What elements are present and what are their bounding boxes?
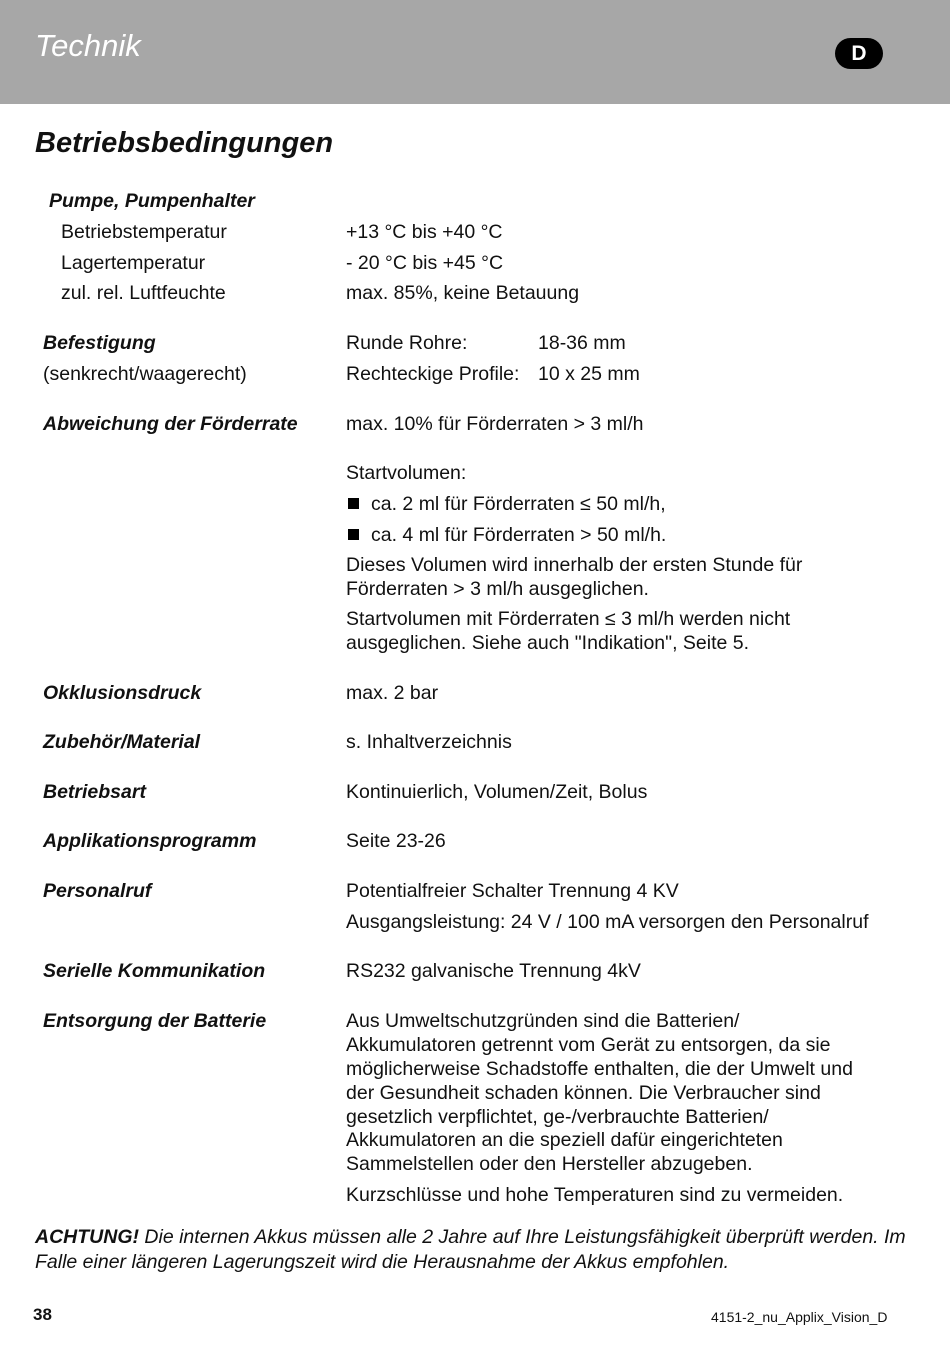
value-betriebsart: Kontinuierlich, Volumen/Zeit, Bolus: [346, 781, 648, 803]
key-runde-rohre: Runde Rohre:: [346, 332, 468, 354]
entsorgung-line: Sammelstellen oder den Hersteller abzugeben.: [346, 1153, 753, 1175]
label-serielle-kommunikation: Serielle Kommunikation: [43, 960, 266, 982]
value-applikationsprogramm: Seite 23-26: [346, 830, 446, 852]
page-header: [0, 0, 950, 104]
value-serielle-kommunikation: RS232 galvanische Trennung 4kV: [346, 960, 641, 982]
startvolumen-label: Startvolumen:: [346, 462, 467, 484]
entsorgung-line: Akkumulatoren getrennt vom Gerät zu entsorgen, da sie: [346, 1034, 831, 1056]
square-bullet-icon: [348, 529, 359, 540]
value-lagertemperatur: - 20 °C bis +45 °C: [346, 252, 504, 274]
page-number: 38: [33, 1305, 52, 1324]
label-zubehoer: Zubehör/Material: [43, 731, 201, 753]
bullet-text: ca. 2 ml für Förderraten ≤ 50 ml/h,: [371, 493, 666, 515]
note-nicht-ausgeglichen-line-1: Startvolumen mit Förderraten ≤ 3 ml/h werden nicht: [346, 608, 791, 630]
value-personalruf-1: Potentialfreier Schalter Trennung 4 KV: [346, 880, 679, 902]
key-rechteckige-profile: Rechteckige Profile:: [346, 363, 520, 385]
value-luftfeuchte: max. 85%, keine Betauung: [346, 282, 580, 304]
entsorgung-note: Kurzschlüsse und hohe Temperaturen sind zu vermeiden.: [346, 1184, 844, 1206]
square-bullet-icon: [348, 498, 359, 509]
note-ausgleich-line-2: Förderraten > 3 ml/h ausgeglichen.: [346, 578, 649, 600]
label-okklusionsdruck: Okklusionsdruck: [43, 682, 202, 704]
header-title: Technik: [35, 28, 141, 63]
note-nicht-ausgeglichen-line-2: ausgeglichen. Siehe auch "Indikation", Seite 5.: [346, 632, 750, 654]
label-entsorgung: Entsorgung der Batterie: [43, 1010, 267, 1032]
label-betriebstemperatur: Betriebstemperatur: [61, 221, 227, 243]
language-badge: D: [835, 38, 883, 69]
label-luftfeuchte: zul. rel. Luftfeuchte: [61, 282, 226, 304]
warning-note: [35, 1225, 915, 1274]
label-befestigung: Befestigung: [43, 332, 156, 354]
bullet-text: ca. 4 ml für Förderraten > 50 ml/h.: [371, 524, 667, 546]
value-personalruf-2: Ausgangsleistung: 24 V / 100 mA versorgen den Personalruf: [346, 911, 869, 933]
bullet-item: [348, 523, 666, 547]
entsorgung-line: Aus Umweltschutzgründen sind die Batterien/: [346, 1010, 740, 1032]
entsorgung-line: möglicherweise Schadstoffe enthalten, die der Umwelt und: [346, 1058, 853, 1080]
value-zubehoer: s. Inhaltverzeichnis: [346, 731, 512, 753]
label-abweichung: Abweichung der Förderrate: [43, 413, 298, 435]
label-personalruf: Personalruf: [43, 880, 152, 902]
value-okklusionsdruck: max. 2 bar: [346, 682, 439, 704]
value-rechteckige-profile: 10 x 25 mm: [538, 363, 640, 385]
value-abweichung: max. 10% für Förderraten > 3 ml/h: [346, 413, 644, 435]
label-applikationsprogramm: Applikationsprogramm: [43, 830, 257, 852]
page-title: Betriebsbedingungen: [35, 127, 334, 159]
value-betriebstemperatur: +13 °C bis +40 °C: [346, 221, 503, 243]
document-code: 4151-2_nu_Applix_Vision_D: [711, 1309, 888, 1325]
label-betriebsart: Betriebsart: [43, 781, 146, 803]
warning-label: ACHTUNG!: [35, 1226, 139, 1248]
entsorgung-line: der Gesundheit schaden können. Die Verbraucher sind: [346, 1082, 821, 1104]
bullet-item: [348, 492, 666, 516]
value-runde-rohre: 18-36 mm: [538, 332, 626, 354]
section-heading-pumpe: Pumpe, Pumpenhalter: [49, 190, 255, 212]
label-lagertemperatur: Lagertemperatur: [61, 252, 206, 274]
warning-text: Die internen Akkus müssen alle 2 Jahre auf Ihre Leistungsfähigkeit überprüft werden. Im Falle einer längeren Lagerungszeit wird die Herausnahme der Akkus empfohlen.: [35, 1226, 906, 1273]
entsorgung-line: Akkumulatoren an die speziell dafür eingerichteten: [346, 1129, 783, 1151]
entsorgung-line: gesetzlich verpflichtet, ge-/verbrauchte Batterien/: [346, 1106, 769, 1128]
sublabel-befestigung: (senkrecht/waagerecht): [43, 363, 247, 385]
note-ausgleich-line-1: Dieses Volumen wird innerhalb der ersten Stunde für: [346, 554, 803, 576]
